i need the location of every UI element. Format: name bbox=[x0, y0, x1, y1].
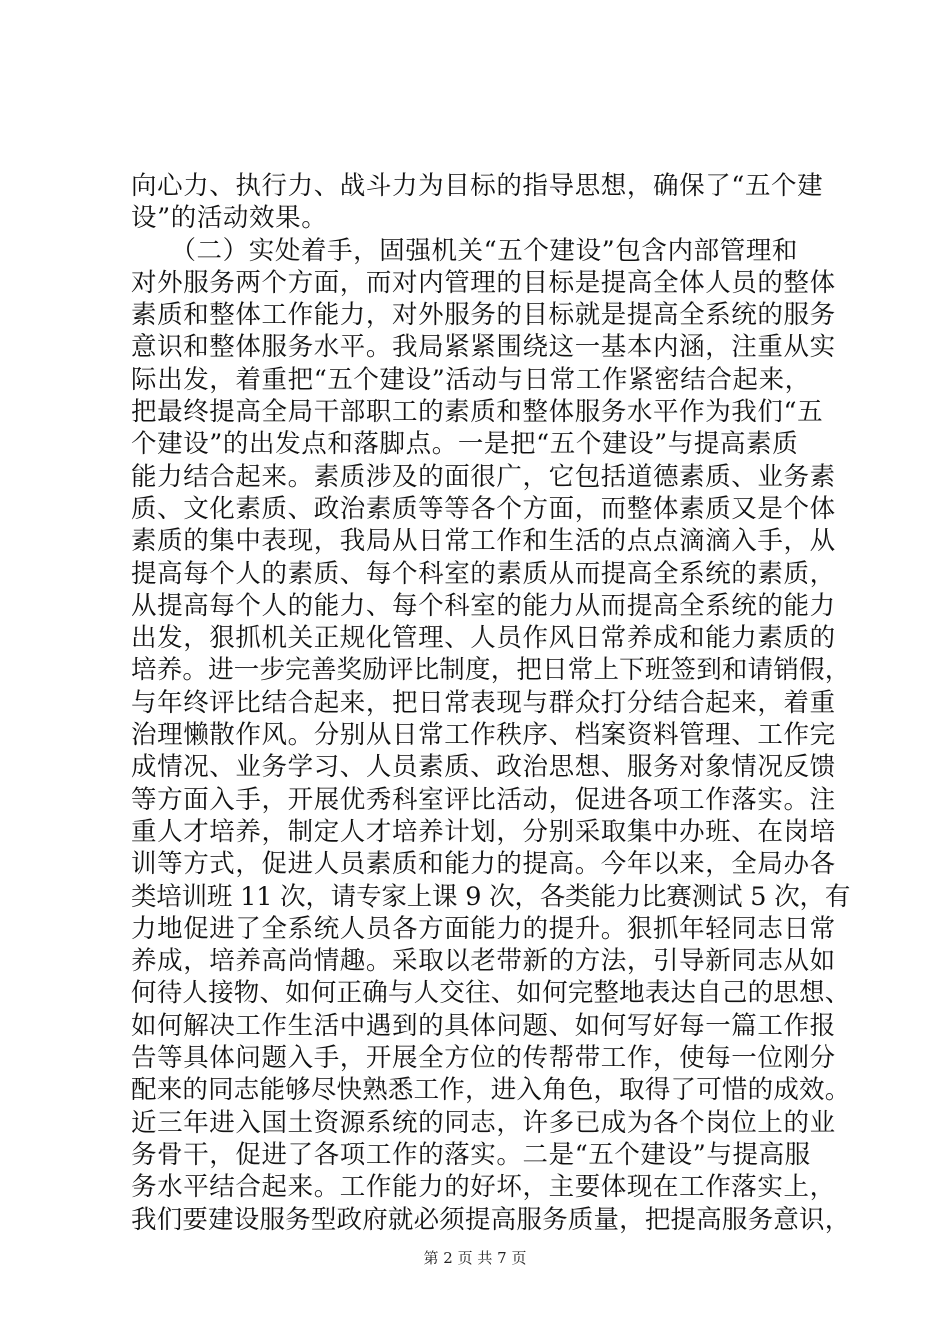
text-line: 等方面入手，开展优秀科室评比活动，促进各项工作落实。注 bbox=[131, 784, 836, 815]
text-line: 告等具体问题入手，开展全方位的传帮带工作，使每一位刚分 bbox=[131, 1043, 836, 1074]
text-line: 务水平结合起来。工作能力的好坏，主要体现在工作落实上， bbox=[131, 1172, 836, 1203]
text-line: 个建设”的出发点和落脚点。一是把“五个建设”与提高素质 bbox=[131, 429, 799, 460]
text-line: 力地促进了全系统人员各方面能力的提升。狠抓年轻同志日常 bbox=[131, 913, 836, 944]
text-line: 养成，培养高尚情趣。采取以老带新的方法，引导新同志从如 bbox=[131, 946, 836, 977]
text-line: 素质的集中表现，我局从日常工作和生活的点点滴滴入手，从 bbox=[131, 526, 836, 557]
text-line: 际出发，着重把“五个建设”活动与日常工作紧密结合起来， bbox=[131, 364, 811, 395]
text-line: 何待人接物、如何正确与人交往、如何完整地表达自己的思想、 bbox=[131, 978, 851, 1009]
text-line: 素质和整体工作能力，对外服务的目标就是提高全系统的服务 bbox=[131, 300, 836, 331]
text-line: 重人才培养，制定人才培养计划，分别采取集中办班、在岗培 bbox=[131, 816, 836, 847]
text-line: 从提高每个人的能力、每个科室的能力从而提高全系统的能力 bbox=[131, 590, 836, 621]
text-line: 对外服务两个方面，而对内管理的目标是提高全体人员的整体 bbox=[131, 267, 836, 298]
text-line: 如何解决工作生活中遇到的具体问题、如何写好每一篇工作报 bbox=[131, 1010, 836, 1041]
text-line: 配来的同志能够尽快熟悉工作，进入角色，取得了可惜的成效。 bbox=[131, 1075, 851, 1106]
text-line: 质、文化素质、政治素质等等各个方面，而整体素质又是个体 bbox=[131, 493, 836, 524]
text-line: 设”的活动效果。 bbox=[131, 203, 328, 234]
text-line: 把最终提高全局干部职工的素质和整体服务水平作为我们“五 bbox=[131, 397, 824, 428]
body-text bbox=[131, 170, 851, 1236]
text-line: 类培训班 11 次，请专家上课 9 次，各类能力比赛测试 5 次，有 bbox=[131, 881, 851, 912]
text-line: （二）实处着手，固强机关“五个建设”包含内部管理和 bbox=[131, 235, 799, 266]
text-line: 治理懒散作风。分别从日常工作秩序、档案资料管理、工作完 bbox=[131, 720, 836, 751]
text-line: 我们要建设服务型政府就必须提高服务质量，把提高服务意识， bbox=[131, 1204, 851, 1235]
text-line: 与年终评比结合起来，把日常表现与群众打分结合起来，着重 bbox=[131, 687, 836, 718]
page-footer: 第 2 页 共 7 页 bbox=[423, 1249, 527, 1267]
text-line: 培养。进一步完善奖励评比制度，把日常上下班签到和请销假， bbox=[131, 655, 851, 686]
text-line: 意识和整体服务水平。我局紧紧围绕这一基本内涵，注重从实 bbox=[131, 332, 836, 363]
text-line: 能力结合起来。素质涉及的面很广，它包括道德素质、业务素 bbox=[131, 461, 836, 492]
text-line: 成情况、业务学习、人员素质、政治思想、服务对象情况反馈 bbox=[131, 752, 836, 783]
text-line: 务骨干，促进了各项工作的落实。二是“五个建设”与提高服 bbox=[131, 1139, 811, 1170]
text-line: 提高每个人的素质、每个科室的素质从而提高全系统的素质， bbox=[131, 558, 836, 589]
text-line: 出发，狠抓机关正规化管理、人员作风日常养成和能力素质的 bbox=[131, 623, 836, 654]
text-line: 近三年进入国土资源系统的同志，许多已成为各个岗位上的业 bbox=[131, 1107, 836, 1138]
text-line: 训等方式，促进人员素质和能力的提高。今年以来，全局办各 bbox=[131, 849, 836, 880]
text-line: 向心力、执行力、战斗力为目标的指导思想，确保了“五个建 bbox=[131, 171, 824, 201]
